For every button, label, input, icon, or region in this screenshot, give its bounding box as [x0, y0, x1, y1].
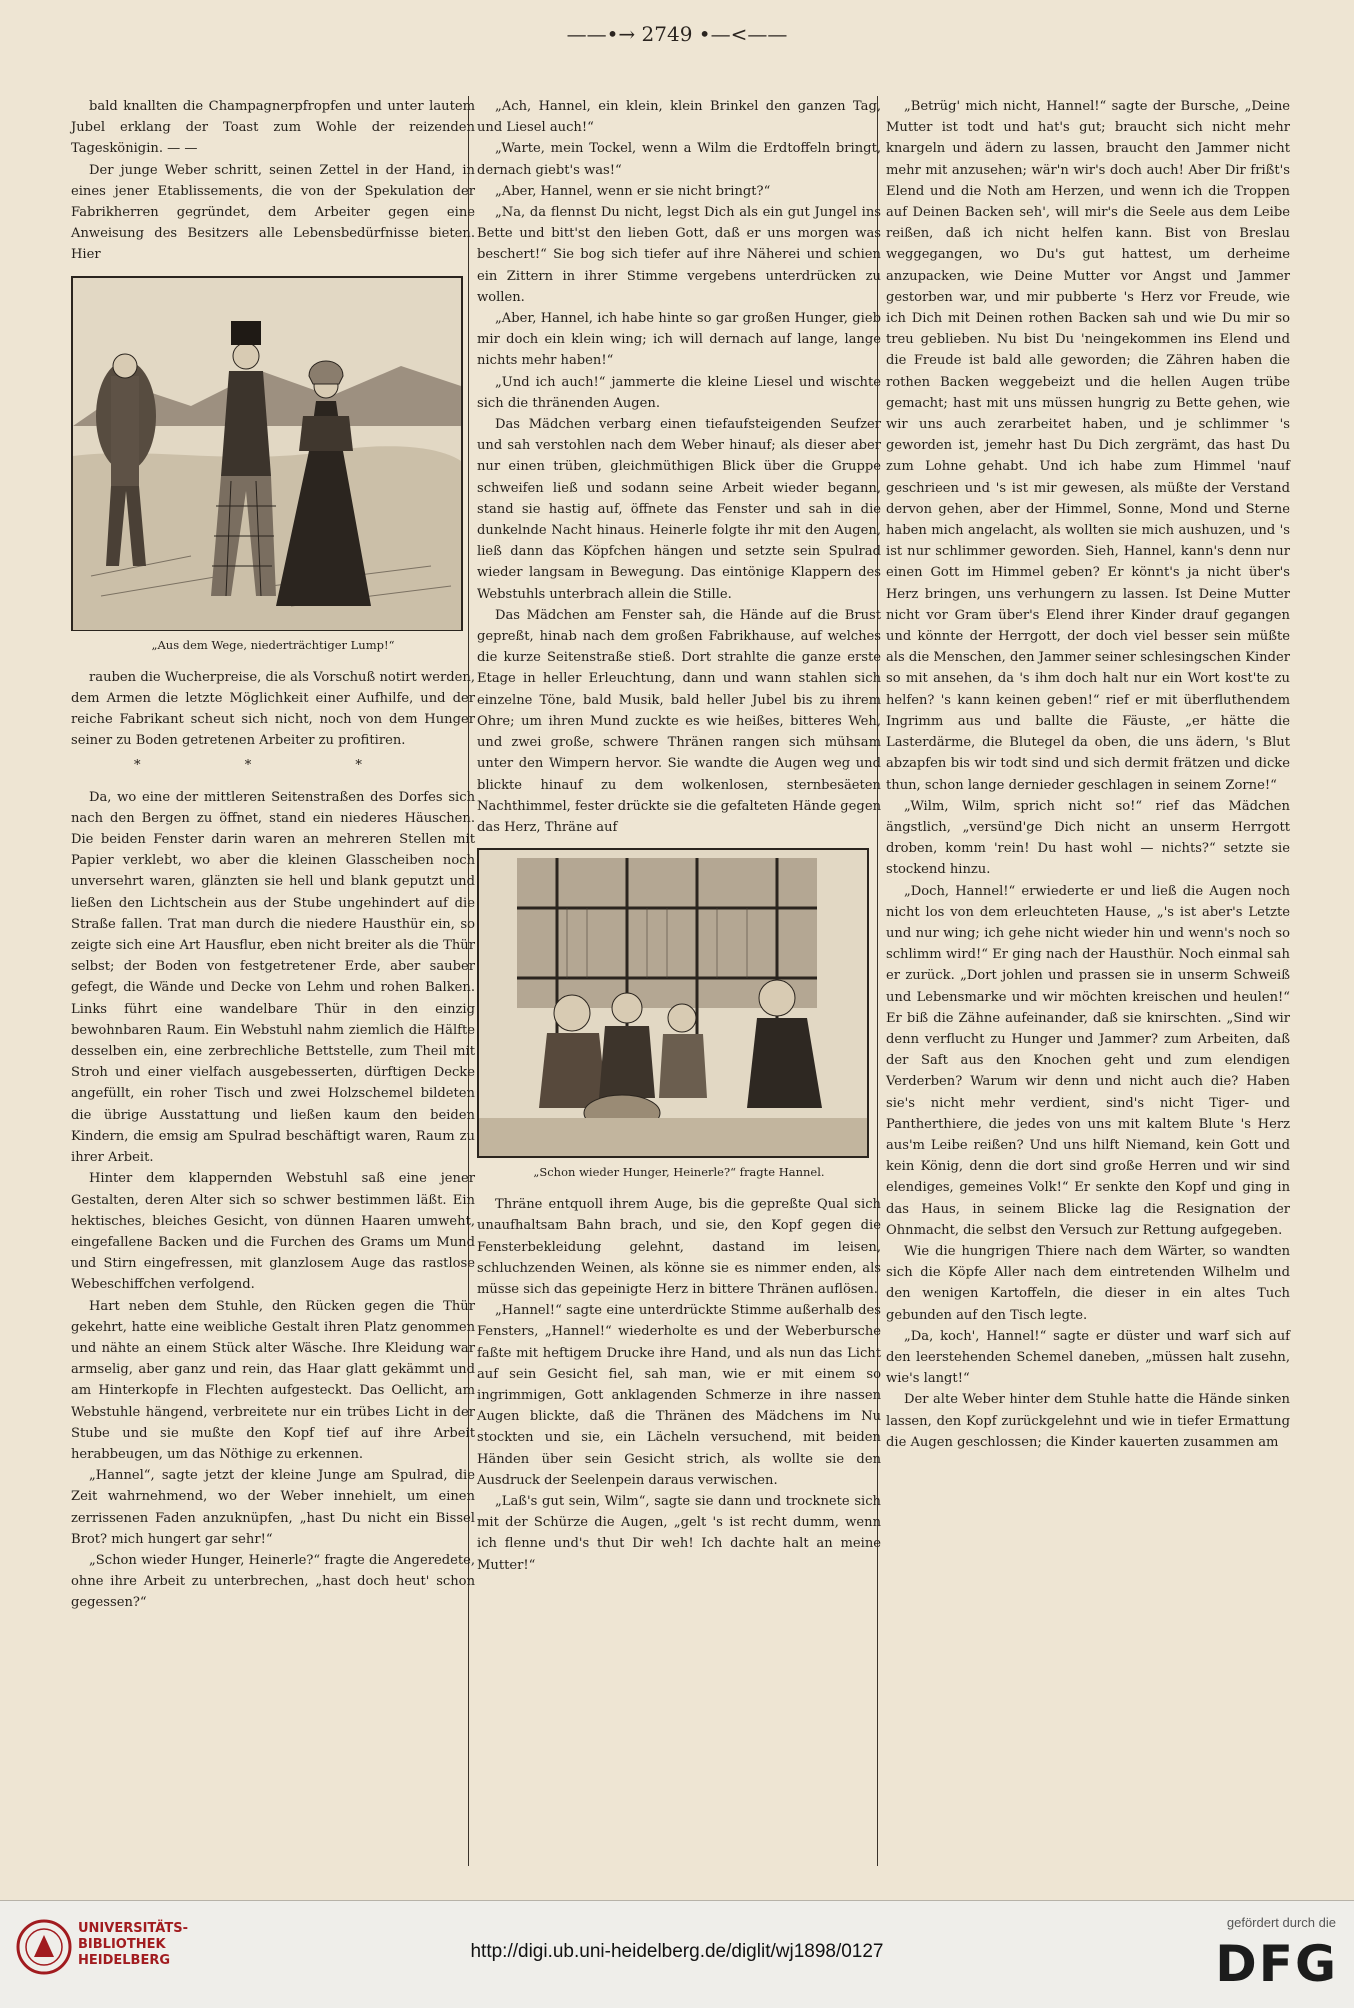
engraving-illustration: [71, 276, 463, 631]
paragraph: Thräne entquoll ihrem Auge, bis die gepreßte Qual sich unaufhaltsam Bahn brach, und sie, den Kopf gegen die Fensterbekleidung gelehnt, dastand im leisen, schluchzenden Weinen, als könne sie es nimmer enden, als müsse sich das gepeinigte Herz in bittere Thränen auflösen.: [477, 1197, 881, 1297]
paragraph: Wie die hungrigen Thiere nach dem Wärter, so wandten sich die Köpfe Aller nach dem eintretenden Wilhelm und den wenigen Kartoffeln, die dieser in ein altes Tuch gebunden auf den Tisch legte.: [886, 1243, 1290, 1323]
text-column-2: [477, 96, 881, 1576]
paragraph: „Warte, mein Tockel, wenn a Wilm die Erdtoffeln bringt, dernach giebt's was!“: [477, 141, 881, 178]
paragraph: „Doch, Hannel!“ erwiederte er und ließ die Augen noch nicht los von dem erleuchteten Hause, „'s ist aber's Letzte und nur wing; ich gehe nicht wieder hin und wenn's noch so schlimm wird!“ Er ging nach der Hausthür. Noch einmal sah er zurück. „Dort johlen und prassen sie in unserm Schweiß und Lebensmarke und wir möchten kreischen und heulen!“ Er biß die Zähne aufeinander, daß sie knirschten. „Sind wir denn verflucht zu Hunger und Jammer? zum Arbeiten, daß der Saft aus den Knochen geht und zum elendigen Verderben? Warum wir denn und nicht auch die? Haben sie's nicht mehr verdient, sind's nicht Tiger- und Pantherthiere, die jedes von uns mit kaltem Blute 's Herz aus'm Leibe reißen? Und uns hilft Niemand, kein Gott und kein König, denn die dort sind große Herren und wir sind elendiges, gemeines Volk!“ Er senkte den Kopf und ging in das Haus, in seinem Blicke lag die Resignation der Ohnmacht, die selbst den Versuch zur Rettung aufgegeben.: [886, 883, 1290, 1238]
paragraph: „Na, da flennst Du nicht, legst Dich als ein gut Jungel ins Bette und bitt'st den lieben Gott, daß er uns morgen was beschert!“ Sie bog sich tiefer auf ihre Näherei und schien ein Zittern in ihrer Stimme vergebens unterdrücken zu wollen.: [477, 205, 881, 305]
illustration-figure: [477, 848, 881, 1180]
paragraph: Da, wo eine der mittleren Seitenstraßen des Dorfes sich nach den Bergen zu öffnet, stand ein niederes Häuschen. Die beiden Fenster darin waren an mehreren Stellen mit Papier verklebt, wo aber die kleinen Glasscheiben noch unversehrt waren, glänzten sie hell und blank geputzt und ließen den Lichtschein aus der Stube ungehindert auf die Straße fallen. Trat man durch die niedere Hausthür ein, so zeigte sich eine Art Hausflur, eben nicht breiter als die Thür selbst; der Boden von festgetretener Erde, aber sauber gefegt, die Wände und Decke von Lehm und rohen Balken. Links führt eine wandelbare Thür in den einzig bewohnbaren Raum. Ein Webstuhl nahm ziemlich die Hälfte desselben ein, eine zerbrechliche Bettstelle, zum Theil mit Stroh und einer vielfach ausgebesserten, dürftigen Decke angefüllt, ein roher Tisch und zwei Holzschemel bildeten die übrige Ausstattung und ließen kaum den beiden Kindern, die emsig am Spulrad beschäftigt waren, Raum zu ihrer Arbeit.: [71, 789, 475, 1166]
page-number: ——•→ 2749 •—<——: [566, 22, 788, 46]
engraving-illustration: [477, 848, 869, 1158]
text-column-1: [71, 96, 475, 1614]
permalink-url[interactable]: http://digi.ub.uni-heidelberg.de/diglit/wj1898/0127: [470, 1941, 884, 1962]
paragraph: Hinter dem klappernden Webstuhl saß eine jener Gestalten, deren Alter sich so schwer bestimmen läßt. Ein hektisches, bleiches Gesicht, von dünnen Haaren umweht, eingefallene Backen und die Furchen des Grams um Mund und Stirn eingefressen, mit glanzlosem Auge das rastlose Webeschiffchen verfolgend.: [71, 1171, 475, 1293]
section-separator: * * *: [134, 758, 412, 774]
paragraph: „Schon wieder Hunger, Heinerle?“ fragte die Angeredete, ohne ihre Arbeit zu unterbrechen, „hast doch heut' schon gegessen?“: [71, 1552, 475, 1611]
institution-name: UNIVERSITÄTS- BIBLIOTHEK HEIDELBERG: [78, 1921, 188, 1968]
paragraph: „Wilm, Wilm, sprich nicht so!“ rief das Mädchen ängstlich, „versünd'ge Dich nicht an unserm Herrgott droben, komm 'rein! Du hast wohl — nichts?“ setzte sie stockend hinzu.: [886, 798, 1290, 878]
paragraph: „Ach, Hannel, ein klein, klein Brinkel den ganzen Tag, und Liesel auch!“: [477, 99, 881, 136]
paragraph: „Und ich auch!“ jammerte die kleine Liesel und wischte sich die thränenden Augen.: [477, 374, 881, 411]
text-column-3: [886, 96, 1290, 1453]
dfg-logo: DFG: [1215, 1935, 1338, 1993]
paragraph: Hart neben dem Stuhle, den Rücken gegen die Thür gekehrt, hatte eine weibliche Gestalt ihren Platz genommen und nähte an einem Stück alter Wäsche. Ihre Kleidung war armselig, aber ganz und rein, das Haar glatt gekämmt und am Hinterkopfe in Flechten aufgesteckt. Das Oellicht, am Webstuhle hängend, verbreitete nur ein trübes Licht in der Stube und sie mußte den Kopf tief auf ihre Arbeit herabbeugen, um das Nöthige zu erkennen.: [71, 1298, 475, 1462]
illustration-caption: „Schon wieder Hunger, Heinerle?“ fragte Hannel.: [533, 1165, 825, 1180]
illustration-figure: [71, 276, 475, 653]
paragraph: „Hannel!“ sagte eine unterdrückte Stimme außerhalb des Fensters, „Hannel!“ wiederholte es und der Weberbursche faßte mit heftigem Drucke ihre Hand, und als nun das Licht auf sein Gesicht fiel, sah man, wie er mit einem so ingrimmigen, Gott anklagenden Schmerze in ihre nassen Augen blickte, daß die Thränen des Mädchens im Nu stockten und sie, ein Lächeln versuchend, mit beiden Händen über sein Gesicht strich, als wollte sie den Ausdruck der Seelenpein daraus verwischen.: [477, 1303, 881, 1488]
paragraph: „Da, koch', Hannel!“ sagte er düster und warf sich auf den leerstehenden Schemel daneben, „müssen halt zusehn, wie's langt!“: [886, 1328, 1290, 1387]
viewer-footer: [0, 1900, 1354, 2008]
paragraph: „Aber, Hannel, wenn er sie nicht bringt?“: [495, 183, 771, 199]
paragraph: „Hannel“, sagte jetzt der kleine Junge am Spulrad, die Zeit wahrnehmend, wo der Weber innehielt, um einen zerrissenen Faden anzuknüpfen, „hast Du nicht ein Bissel Brot? mich hungert gar sehr!“: [71, 1468, 475, 1547]
paragraph: Das Mädchen verbarg einen tiefaufsteigenden Seufzer und sah verstohlen nach dem Weber hinauf; als dieser aber nur einen trüben, gleichmüthigen Blick über die Gruppe schweifen ließ und sodann seine Arbeit wieder begann, stand sie hastig auf, öffnete das Fenster und sah in die dunkelnde Nacht hinaus. Heinerle folgte ihr mit den Augen, ließ dann das Köpfchen hängen und setzte sein Spulrad wieder langsam in Bewegung. Das eintönige Klappern des Webstuhls unterbrach allein die Stille.: [477, 417, 881, 602]
paragraph: Der alte Weber hinter dem Stuhle hatte die Hände sinken lassen, den Kopf zurückgelehnt und wie in tiefer Ermattung die Augen geschlossen; die Kinder kauerten zusammen am: [886, 1392, 1290, 1450]
paragraph: Der junge Weber schritt, seinen Zettel in der Hand, in eines jener Etablissements, die von der Spekulation der Fabrikherren gegründet, dem Arbeiter gegen eine Anweisung des Besitzers alle Lebensbedürfnisse bieten. Hier: [71, 162, 475, 263]
paragraph: rauben die Wucherpreise, die als Vorschuß notirt werden, dem Armen die letzte Möglichkeit einer Aufhilfe, und der reiche Fabrikant scheut sich nicht, noch von dem Hunger seiner zu Boden getretenen Arbeiter zu profitiren.: [71, 669, 475, 749]
illustration-caption: „Aus dem Wege, niederträchtiger Lump!“: [151, 637, 395, 652]
paragraph: Das Mädchen am Fenster sah, die Hände auf die Brust gepreßt, hinab nach dem großen Fabrikhause, auf welches die kurze Seitenstraße stieß. Dort strahlte die ganze erste Etage in heller Erleuchtung, dann und wann stahlen sich einzelne Töne, bald Musik, bald heller Jubel bis zu ihrem Ohre; um ihren Mund zuckte es wie heißes, bitteres Weh, und zwei große, schwere Thränen rangen sich mühsam unter den Wimpern hervor. Sie wandte die Augen weg und blickte hinauf zu dem wolkenlosen, sternbesäeten Nachthimmel, fester drückte sie die gefalteten Hände gegen das Herz, Thräne auf: [477, 607, 881, 835]
paragraph: „Aber, Hannel, ich habe hinte so gar großen Hunger, gieb mir doch ein klein wing; ich will dernach auf lange, lange nichts mehr haben!“: [477, 311, 881, 369]
paragraph: „Betrüg' mich nicht, Hannel!“ sagte der Bursche, „Deine Mutter ist todt und hat's gut; braucht sich nicht mehr knargeln und ädern zu lassen, braucht den Jammer nicht mehr mit anzusehen; wär'n wir's doch auch! Aber Dir frißt's Elend und die Noth am Herzen, und wenn ich die Troppen auf Deinen Backen seh', will mir's die Seele aus dem Leibe reißen, daß ich nicht helfen kann. Bist von Breslau weggegangen, wo Du's gut hattest, um derheime anzupacken, wie Deine Mutter vor Angst und Jammer gestorben war, und mir pubberte 's Herz vor Freude, wie ich Dich mit Deinen rothen Backen sah und wie Du mir so treu geblieben. Nu bist Du 'neingekommen ins Elend und die Freude ist bald alle geworden; die Zähren haben die rothen Backen weggebeizt und die hellen Augen trübe gemacht; hast mit uns müssen hungrig zu Bette gehen, wie wir uns auch zerarbeitet haben, und je schlimmer 's geworden ist, jemehr hast Du Dich zergrämt, das hast Du zum Lohne gehabt. Und ich habe zum Himmel 'nauf geschrieen und 's ist mir gewesen, als müßte der Verstand dervon gehen, aber der Himmel, Sonne, Mond und Sterne haben mich angelacht, als wollten sie mich aushuzen, und 's ist nur schlimmer geworden. Sieh, Hannel, kann's denn nur einen Gott im Himmel geben? Er könnt's ja nicht über's Herz bringen, uns verhungern zu lassen. Ist Deine Mutter nicht vor Gram über's Elend ihrer Kinder drauf gegangen und könnte der Herrgott, der doch viel besser sein müßte als die Menschen, den Jammer seiner schlesingschen Kinder so mit ansehen, da 's ihm doch halt nur ein Wort kost'te zu helfen? 's kann keinen geben!“ rief er mit überfluthendem Ingrimm aus und ballte die Fäuste, „er hätte die Lasterdärme, die Blutegel da oben, die uns ädern, 's Blut abzapfen bis wir todt sind und sich dermit frätzen und dicke thun, schon lange dernieder geschlagen in seinem Zorne!“: [886, 99, 1290, 793]
paragraph: „Laß's gut sein, Wilm“, sagte sie dann und trocknete sich mit der Schürze die Augen, „gelt 's ist recht dumm, wenn ich flenne und's thut Dir weh! Ich dachte halt an meine Mutter!“: [477, 1493, 881, 1573]
funding-label: gefördert durch die: [1226, 1915, 1336, 1930]
paragraph: bald knallten die Champagnerpfropfen und unter lautem Jubel erklang der Toast zum Wohle der reizenden Tageskönigin. — —: [71, 99, 475, 157]
